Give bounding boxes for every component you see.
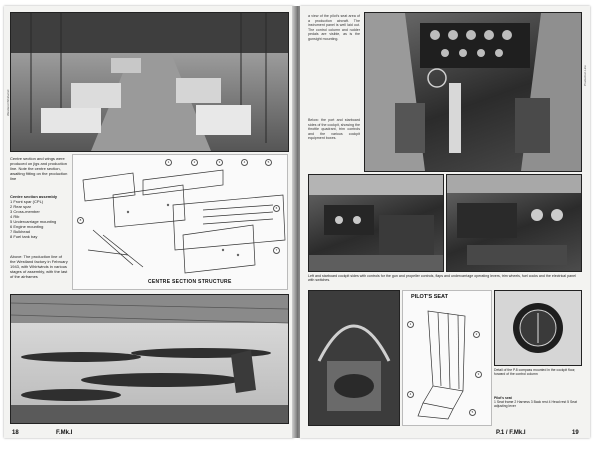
- factory-photo-svg: [11, 13, 288, 151]
- caption-seat-text: 1 Seat frame 2 Harness 3 Back rest 4 Head rest 5 Seat adjusting lever: [494, 400, 577, 409]
- caption-key-item: 2 Rear spar: [10, 204, 31, 209]
- cockpit-starboard-svg: [447, 175, 581, 271]
- left-page: [4, 6, 294, 438]
- seat-callout: 2: [473, 331, 480, 338]
- seat-callout: 1: [407, 321, 414, 328]
- body-text-top: a view of the pilot's seat area of a production aircraft. The instrument panel is well laid out. The control column and rudder pedals are visible, as is the gunsight mounting.: [308, 14, 360, 41]
- factory-photo: [10, 12, 289, 152]
- diagram-callout: 2: [191, 159, 198, 166]
- diagram-callout: 3: [216, 159, 223, 166]
- compass-photo: [494, 290, 582, 366]
- caption-key-title: Centre section assembly: [10, 194, 58, 199]
- magazine-spread: [4, 6, 596, 438]
- centre-section-drawing: [73, 155, 287, 289]
- seat-rear-svg: [309, 291, 399, 425]
- caption-key-item: 1 Front spar (CPL): [10, 199, 44, 204]
- diagram-callout: 6: [273, 205, 280, 212]
- diagram-callout: 7: [273, 247, 280, 254]
- caption-factory: Centre section and wings were produced on jigs and production line. Note the centre section, awaiting fitting on the production line: [10, 156, 68, 181]
- caption-key-item: 6 Engine mounting: [10, 224, 44, 229]
- caption-key-item: 4 Rib: [10, 214, 20, 219]
- caption-bottom: Above: The production line of the Westland factory in February 1943, with Whirlwinds in various stages of assembly, with the last of the airframes: [10, 254, 68, 279]
- diagram-callout: 8: [77, 217, 84, 224]
- caption-key-block: [10, 194, 68, 239]
- caption-key-item: 3 Cross-member: [10, 209, 40, 214]
- diagram-callout: 5: [265, 159, 272, 166]
- cockpit-starboard-photo: [446, 174, 582, 272]
- seat-callout: 5: [469, 409, 476, 416]
- cockpit-port-svg: [309, 175, 443, 271]
- right-page: [300, 6, 590, 438]
- seat-callout: 4: [407, 391, 414, 398]
- cockpit-panel-photo: [364, 12, 582, 172]
- compass-svg: [495, 291, 581, 365]
- diagram-title: CENTRE SECTION STRUCTURE: [148, 279, 232, 285]
- right-page-number: 19: [572, 430, 579, 436]
- left-page-number: 18: [12, 430, 19, 436]
- pilots-seat-diagram: [402, 290, 492, 426]
- caption-key-item: 5 Undercarriage mounting: [10, 219, 57, 224]
- seat-drawing: [403, 291, 491, 425]
- caption-compass: Detail of the P.8 compass mounted in the cockpit floor, forward of the control column: [494, 368, 576, 377]
- production-line-photo: [10, 294, 289, 424]
- caption-cockpit: Left and starboard cockpit sides with controls for the gun and propeller controls, flaps and undercarriage operating levers, trim wheels, fuel cocks and the electrical panel with switches.: [308, 274, 576, 283]
- caption-key-item: 8 Fuel tank bay: [10, 234, 38, 239]
- seat-diagram-title: PILOT'S SEAT: [411, 294, 448, 300]
- production-line-svg: [11, 295, 288, 423]
- seat-rear-photo: [308, 290, 400, 426]
- diagram-callout: 4: [241, 159, 248, 166]
- left-side-label: Westland Whirlwind: [6, 89, 10, 116]
- cockpit-panel-svg: [365, 13, 581, 171]
- caption-seat-title: Pilot's seat: [494, 396, 512, 400]
- seat-callout: 3: [475, 371, 482, 378]
- body-text-mid: Below: the port and starboard sides of the cockpit, showing the throttle quadrant, trim controls and the various cockpit equipment boxes.: [308, 118, 360, 141]
- caption-seat-block: [494, 396, 580, 409]
- right-footer-title: P.1 / F.Mk.I: [496, 430, 526, 436]
- left-footer-title: F.Mk.I: [56, 430, 73, 436]
- caption-key-item: 7 Bulkhead: [10, 229, 31, 234]
- diagram-callout: 1: [165, 159, 172, 166]
- right-side-label: Production Line: [583, 65, 587, 86]
- centre-section-diagram: [72, 154, 288, 290]
- cockpit-port-photo: [308, 174, 444, 272]
